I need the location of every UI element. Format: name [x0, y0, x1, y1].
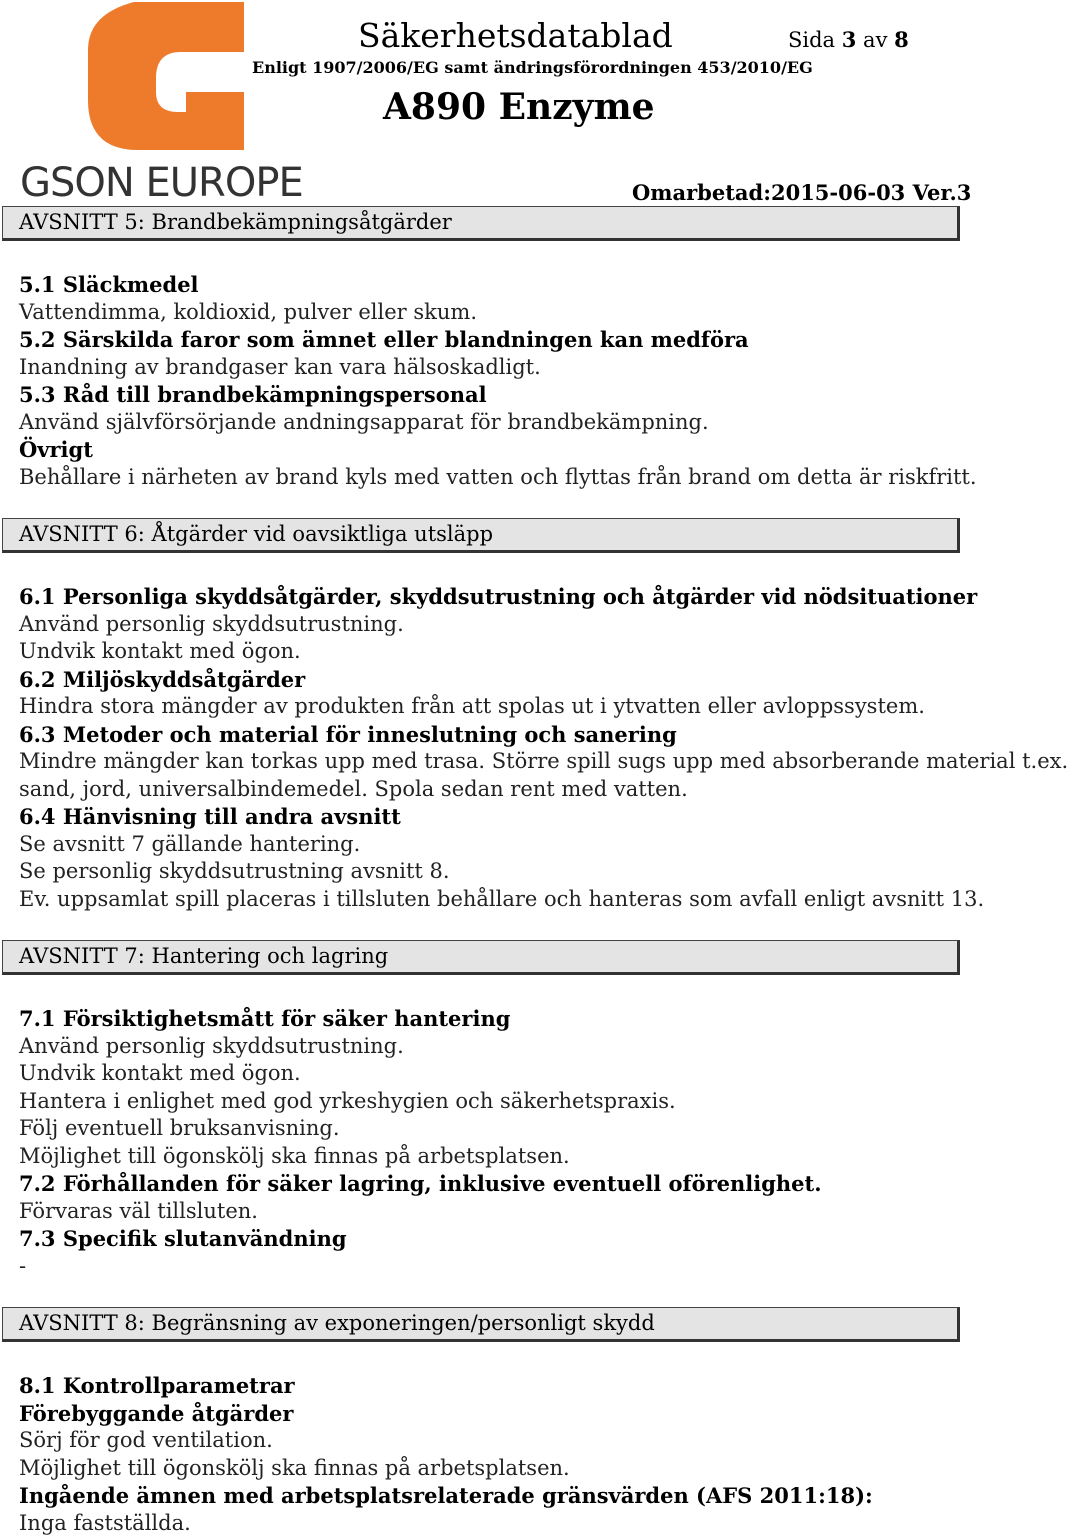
section-8-heading: AVSNITT 8: Begränsning av exponeringen/personligt skydd — [2, 1307, 960, 1342]
page-current: 3 — [842, 27, 857, 52]
subsection-heading: Övrigt — [0, 436, 960, 464]
body-text: Möjlighet till ögonskölj ska finnas på arbetsplatsen. — [0, 1143, 960, 1171]
section-7-body — [0, 1005, 960, 1280]
body-text: Behållare i närheten av brand kyls med vatten och flyttas från brand om detta är riskfritt. — [0, 464, 960, 492]
page-mid: av — [856, 28, 894, 52]
page-total: 8 — [894, 27, 909, 52]
section-7-heading: AVSNITT 7: Hantering och lagring — [2, 940, 960, 975]
subsection-heading: 7.3 Specifik slutanvändning — [0, 1225, 960, 1253]
document-title: Säkerhetsdatablad — [358, 16, 673, 55]
subsection-heading: Ingående ämnen med arbetsplatsrelaterade gränsvärden (AFS 2011:18): — [0, 1482, 960, 1510]
revision-date: Omarbetad:2015-06-03 Ver.3 — [632, 180, 971, 205]
subsection-heading: 6.2 Miljöskyddsåtgärder — [0, 666, 960, 694]
section-5-body — [0, 271, 960, 491]
body-text: Inga fastställda. — [0, 1510, 960, 1537]
body-text: Undvik kontakt med ögon. — [0, 638, 960, 666]
body-text: Använd personlig skyddsutrustning. — [0, 1033, 960, 1061]
body-text: Använd självförsörjande andningsapparat för brandbekämpning. — [0, 409, 960, 437]
body-text: Inandning av brandgaser kan vara hälsoskadligt. — [0, 354, 960, 382]
page-number — [788, 27, 909, 52]
body-text: Sörj för god ventilation. — [0, 1427, 960, 1455]
body-text: Förvaras väl tillsluten. — [0, 1198, 960, 1226]
subsection-heading: 5.1 Släckmedel — [0, 271, 960, 299]
subsection-heading: 8.1 Kontrollparametrar — [0, 1372, 960, 1400]
body-text: Hindra stora mängder av produkten från att spolas ut i ytvatten eller avloppssystem. — [0, 693, 960, 721]
section-6-body — [0, 583, 960, 913]
subsection-heading: 5.3 Råd till brandbekämpningspersonal — [0, 381, 960, 409]
subsection-heading: 6.3 Metoder och material för inneslutning och sanering — [0, 721, 960, 749]
body-text: Mindre mängder kan torkas upp med trasa. Större spill sugs upp med absorberande material t.ex. — [0, 748, 960, 776]
body-text: Undvik kontakt med ögon. — [0, 1060, 960, 1088]
body-text: Se avsnitt 7 gällande hantering. — [0, 831, 960, 859]
subsection-heading: 7.1 Försiktighetsmått för säker hantering — [0, 1005, 960, 1033]
regulation-line: Enligt 1907/2006/EG samt ändringsförordningen 453/2010/EG — [252, 58, 813, 77]
logo-wordmark: GSON EUROPE — [20, 160, 303, 206]
body-text: Använd personlig skyddsutrustning. — [0, 611, 960, 639]
document-body — [0, 206, 960, 1537]
logo-mark-icon — [86, 0, 246, 152]
body-text: sand, jord, universalbindemedel. Spola sedan rent med vatten. — [0, 776, 960, 804]
company-logo — [18, 0, 288, 205]
body-text: Ev. uppsamlat spill placeras i tillsluten behållare och hanteras som avfall enligt avsnitt 13. — [0, 886, 960, 914]
subsection-heading: Förebyggande åtgärder — [0, 1400, 960, 1428]
section-8-body — [0, 1372, 960, 1537]
section-5-heading: AVSNITT 5: Brandbekämpningsåtgärder — [2, 206, 960, 241]
subsection-heading: 6.4 Hänvisning till andra avsnitt — [0, 803, 960, 831]
body-text: Hantera i enlighet med god yrkeshygien och säkerhetspraxis. — [0, 1088, 960, 1116]
product-name: A890 Enzyme — [383, 86, 655, 128]
body-text: Möjlighet till ögonskölj ska finnas på arbetsplatsen. — [0, 1455, 960, 1483]
body-text: Vattendimma, koldioxid, pulver eller skum. — [0, 299, 960, 327]
subsection-heading: 6.1 Personliga skyddsåtgärder, skyddsutrustning och åtgärder vid nödsituationer — [0, 583, 960, 611]
subsection-heading: 7.2 Förhållanden för säker lagring, inklusive eventuell oförenlighet. — [0, 1170, 960, 1198]
body-text: - — [0, 1253, 960, 1281]
body-text: Se personlig skyddsutrustning avsnitt 8. — [0, 858, 960, 886]
body-text: Följ eventuell bruksanvisning. — [0, 1115, 960, 1143]
page-prefix: Sida — [788, 28, 842, 52]
subsection-heading: 5.2 Särskilda faror som ämnet eller blandningen kan medföra — [0, 326, 960, 354]
section-6-heading: AVSNITT 6: Åtgärder vid oavsiktliga utsläpp — [2, 518, 960, 553]
